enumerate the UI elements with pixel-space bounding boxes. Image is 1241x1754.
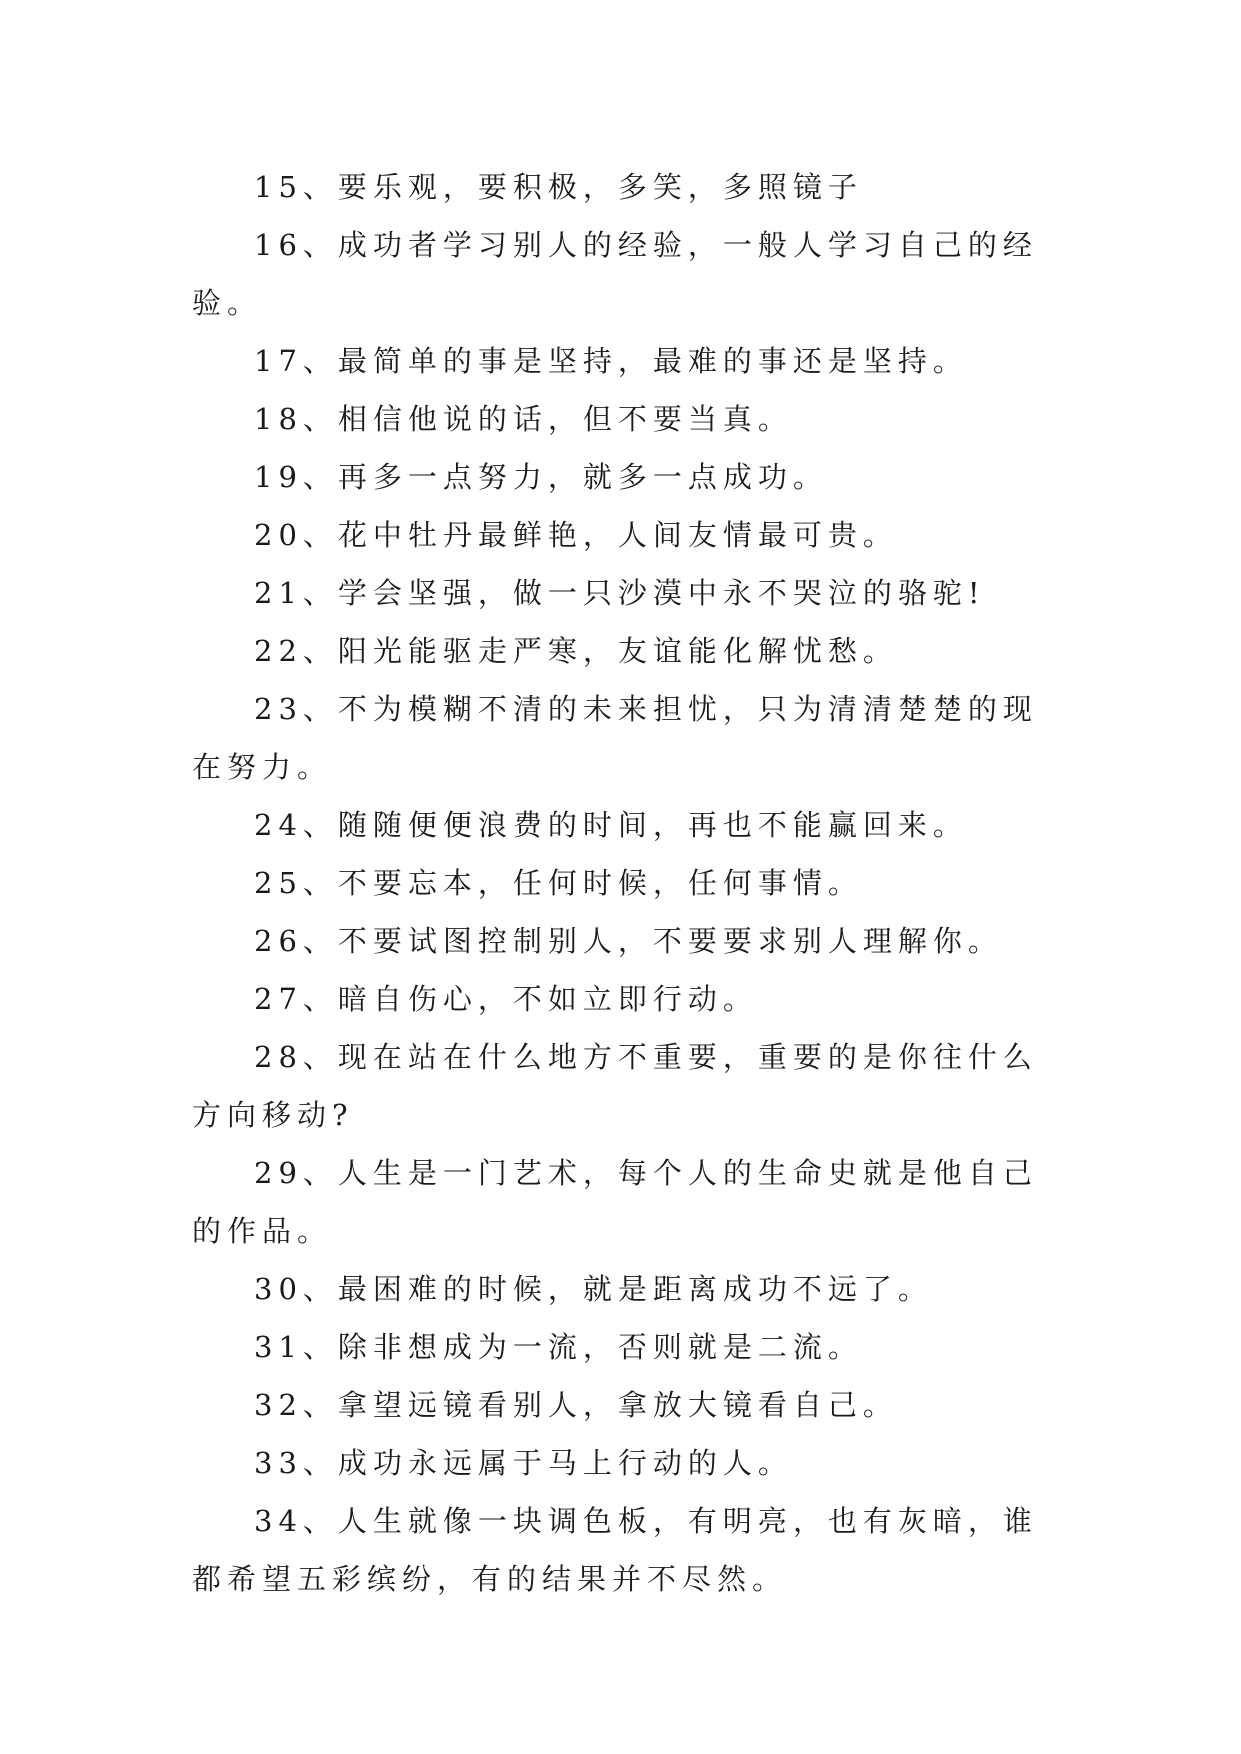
list-item: 29、人生是一门艺术，每个人的生命史就是他自己的作品。 xyxy=(192,1156,1038,1248)
list-item: 22、阳光能驱走严寒，友谊能化解忧愁。 xyxy=(254,634,898,668)
list-item: 23、不为模糊不清的未来担忧，只为清清楚楚的现在努力。 xyxy=(192,692,1038,784)
document-body xyxy=(192,158,1062,1608)
list-item: 32、拿望远镜看别人，拿放大镜看自己。 xyxy=(254,1388,898,1422)
list-item: 30、最困难的时候，就是距离成功不远了。 xyxy=(254,1272,933,1306)
list-item: 16、成功者学习别人的经验，一般人学习自己的经验。 xyxy=(192,228,1038,320)
list-item: 33、成功永远属于马上行动的人。 xyxy=(254,1446,793,1480)
list-item: 34、人生就像一块调色板，有明亮，也有灰暗，谁都希望五彩缤纷，有的结果并不尽然。 xyxy=(192,1504,1038,1596)
list-item: 25、不要忘本，任何时候，任何事情。 xyxy=(254,866,863,900)
list-item: 18、相信他说的话，但不要当真。 xyxy=(254,402,793,436)
list-item: 27、暗自伤心，不如立即行动。 xyxy=(254,982,758,1016)
list-item: 28、现在站在什么地方不重要，重要的是你往什么方向移动? xyxy=(192,1040,1038,1132)
list-item: 17、最简单的事是坚持，最难的事还是坚持。 xyxy=(254,344,968,378)
list-item: 19、再多一点努力，就多一点成功。 xyxy=(254,460,828,494)
list-item: 21、学会坚强，做一只沙漠中永不哭泣的骆驼! xyxy=(254,576,986,610)
list-item: 31、除非想成为一流，否则就是二流。 xyxy=(254,1330,863,1364)
list-item: 15、要乐观，要积极，多笑，多照镜子 xyxy=(254,170,863,204)
list-item: 26、不要试图控制别人，不要要求别人理解你。 xyxy=(254,924,1003,958)
list-item: 24、随随便便浪费的时间，再也不能赢回来。 xyxy=(254,808,968,842)
list-item: 20、花中牡丹最鲜艳，人间友情最可贵。 xyxy=(254,518,898,552)
